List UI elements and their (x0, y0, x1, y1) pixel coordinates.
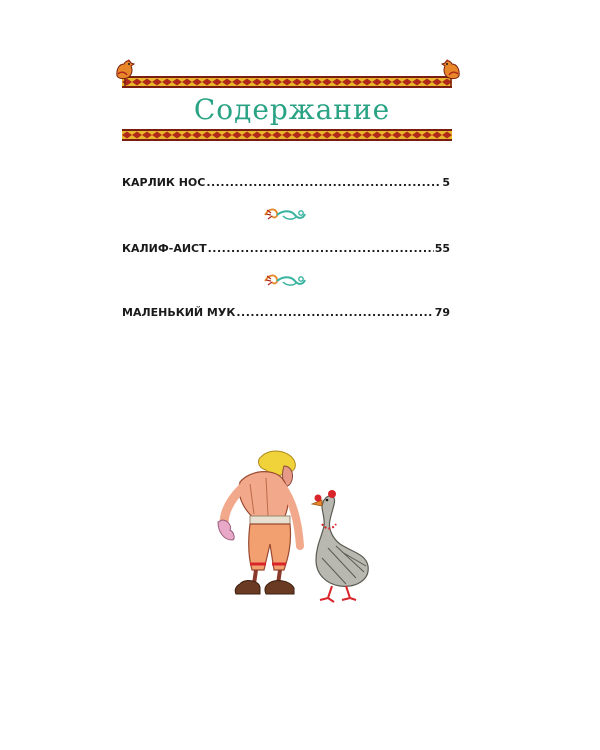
title-frame (112, 56, 472, 148)
toc-entry[interactable] (122, 303, 450, 323)
toc-entry[interactable] (122, 173, 450, 193)
toc-entry-page: 5 (442, 176, 450, 189)
rooster-bird-icon (438, 58, 464, 88)
toc-entry[interactable] (122, 239, 450, 259)
toc-entry-title: МАЛЕНЬКИЙ МУК (122, 306, 236, 319)
dot-leader (206, 173, 441, 193)
toc-entry-page: 55 (434, 242, 450, 255)
toc-entry-page: 79 (434, 306, 450, 319)
dot-leader (208, 239, 434, 259)
rooster-bird-icon (112, 58, 138, 88)
dwarf-and-goose-illustration (210, 448, 390, 608)
toc-entry-title: КАЛИФ-АИСТ (122, 242, 207, 255)
page-title: Содержание (193, 93, 391, 126)
flourish-ornament-icon (263, 204, 307, 226)
bottom-ornament-band (122, 129, 452, 141)
top-ornament-band (122, 76, 452, 88)
dot-leader (236, 303, 433, 323)
toc-entry-title: КАРЛИК НОС (122, 176, 206, 189)
flourish-ornament-icon (263, 270, 307, 292)
